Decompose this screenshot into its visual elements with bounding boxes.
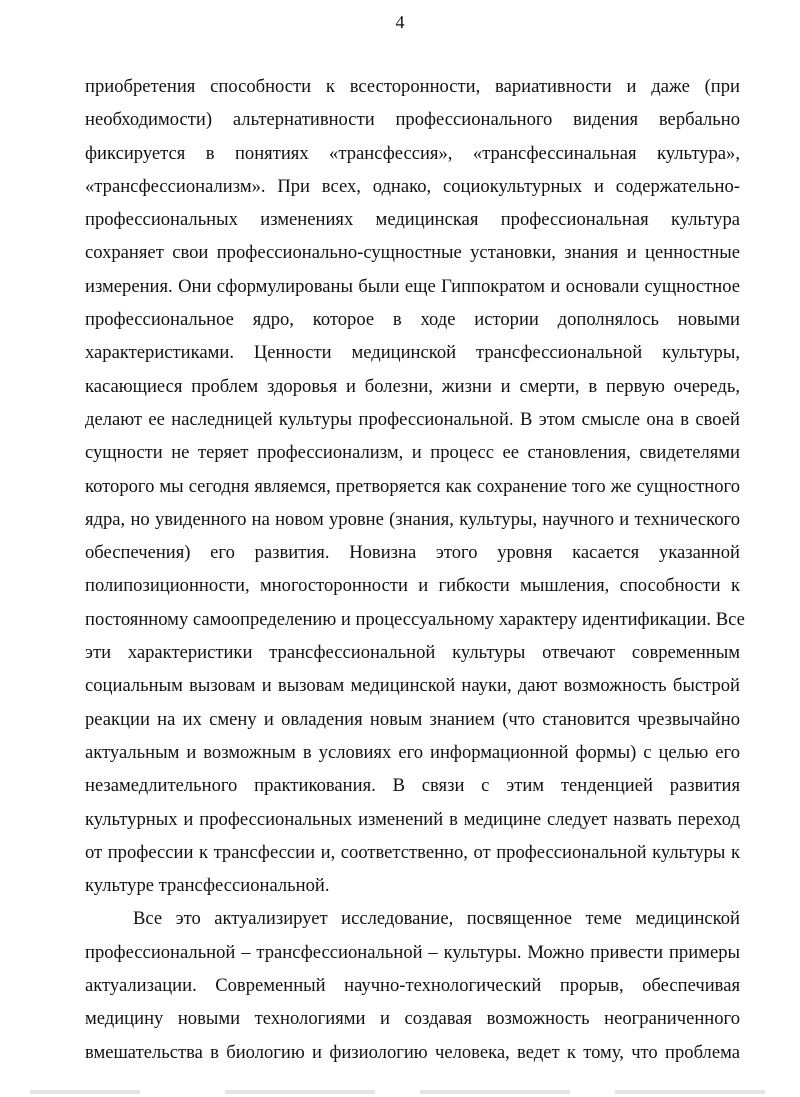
text-line: от профессии к трансфессии и, соответственно, от профессиональной культуры к (85, 841, 740, 863)
page-number: 4 (395, 12, 405, 32)
text-line: социальным вызовам и вызовам медицинской науки, дают возможность быстрой (85, 675, 740, 697)
text-line: медицину новыми технологиями и создавая возможность неограниченного (85, 1008, 740, 1030)
watermark-strip (615, 1090, 765, 1094)
text-line: актуализации. Современный научно-технологический прорыв, обеспечивая (85, 975, 740, 997)
document-body (85, 70, 745, 1069)
text-line: характеристиками. Ценности медицинской трансфессиональной культуры, (85, 342, 740, 364)
text-line: культуре трансфессиональной. (85, 875, 330, 897)
text-line: культурных и профессиональных изменений в медицине следует назвать переход (85, 808, 740, 830)
text-line: измерения. Они сформулированы были еще Гиппократом и основали сущностное (85, 275, 740, 297)
text-line: профессиональное ядро, которое в ходе истории дополнялось новыми (85, 309, 740, 331)
text-line: полипозиционности, многосторонности и гибкости мышления, способности к (85, 575, 740, 597)
text-line: актуальным и возможным в условиях его информационной формы) с целью его (85, 741, 740, 763)
watermark-strip (420, 1090, 570, 1094)
text-line: постоянному самоопределению и процессуальному характеру идентификации. Все (85, 608, 745, 630)
text-line: реакции на их смену и овладения новым знанием (что становится чрезвычайно (85, 708, 740, 730)
text-line: делают ее наследницей культуры профессиональной. В этом смысле она в своей (85, 408, 740, 430)
paragraph (85, 70, 745, 902)
text-line: ядра, но увиденного на новом уровне (знания, культуры, научного и технического (85, 508, 740, 530)
paragraph (85, 902, 740, 1068)
text-line: обеспечения) его развития. Новизна этого уровня касается указанной (85, 542, 740, 564)
text-line: касающиеся проблем здоровья и болезни, жизни и смерти, в первую очередь, (85, 375, 740, 397)
text-line: сущности не теряет профессионализм, и процесс ее становления, свидетелями (85, 442, 740, 464)
text-line: профессиональных изменениях медицинская профессиональная культура (85, 209, 740, 231)
text-line: «трансфессионализм». При всех, однако, социокультурных и содержательно- (85, 175, 740, 197)
text-line: вмешательства в биологию и физиологию человека, ведет к тому, что проблема (85, 1041, 740, 1063)
text-line: незамедлительного практикования. В связи с этим тенденцией развития (85, 775, 740, 797)
text-line: эти характеристики трансфессиональной культуры отвечают современным (85, 642, 740, 664)
text-line: фиксируется в понятиях «трансфессия», «трансфессинальная культура», (85, 142, 740, 164)
text-line: Все это актуализирует исследование, посвященное теме медицинской (133, 908, 740, 930)
text-line: профессиональной – трансфессиональной – культуры. Можно привести примеры (85, 941, 740, 963)
text-line: приобретения способности к всесторонности, вариативности и даже (при (85, 76, 740, 97)
watermark-strip (30, 1090, 140, 1094)
text-line: которого мы сегодня являемся, претворяется как сохранение того же сущностного (85, 475, 740, 497)
text-line: необходимости) альтернативности профессионального видения вербально (85, 109, 740, 131)
text-line: сохраняет свои профессионально-сущностные установки, знания и ценностные (85, 242, 740, 264)
watermark-strip (225, 1090, 375, 1094)
